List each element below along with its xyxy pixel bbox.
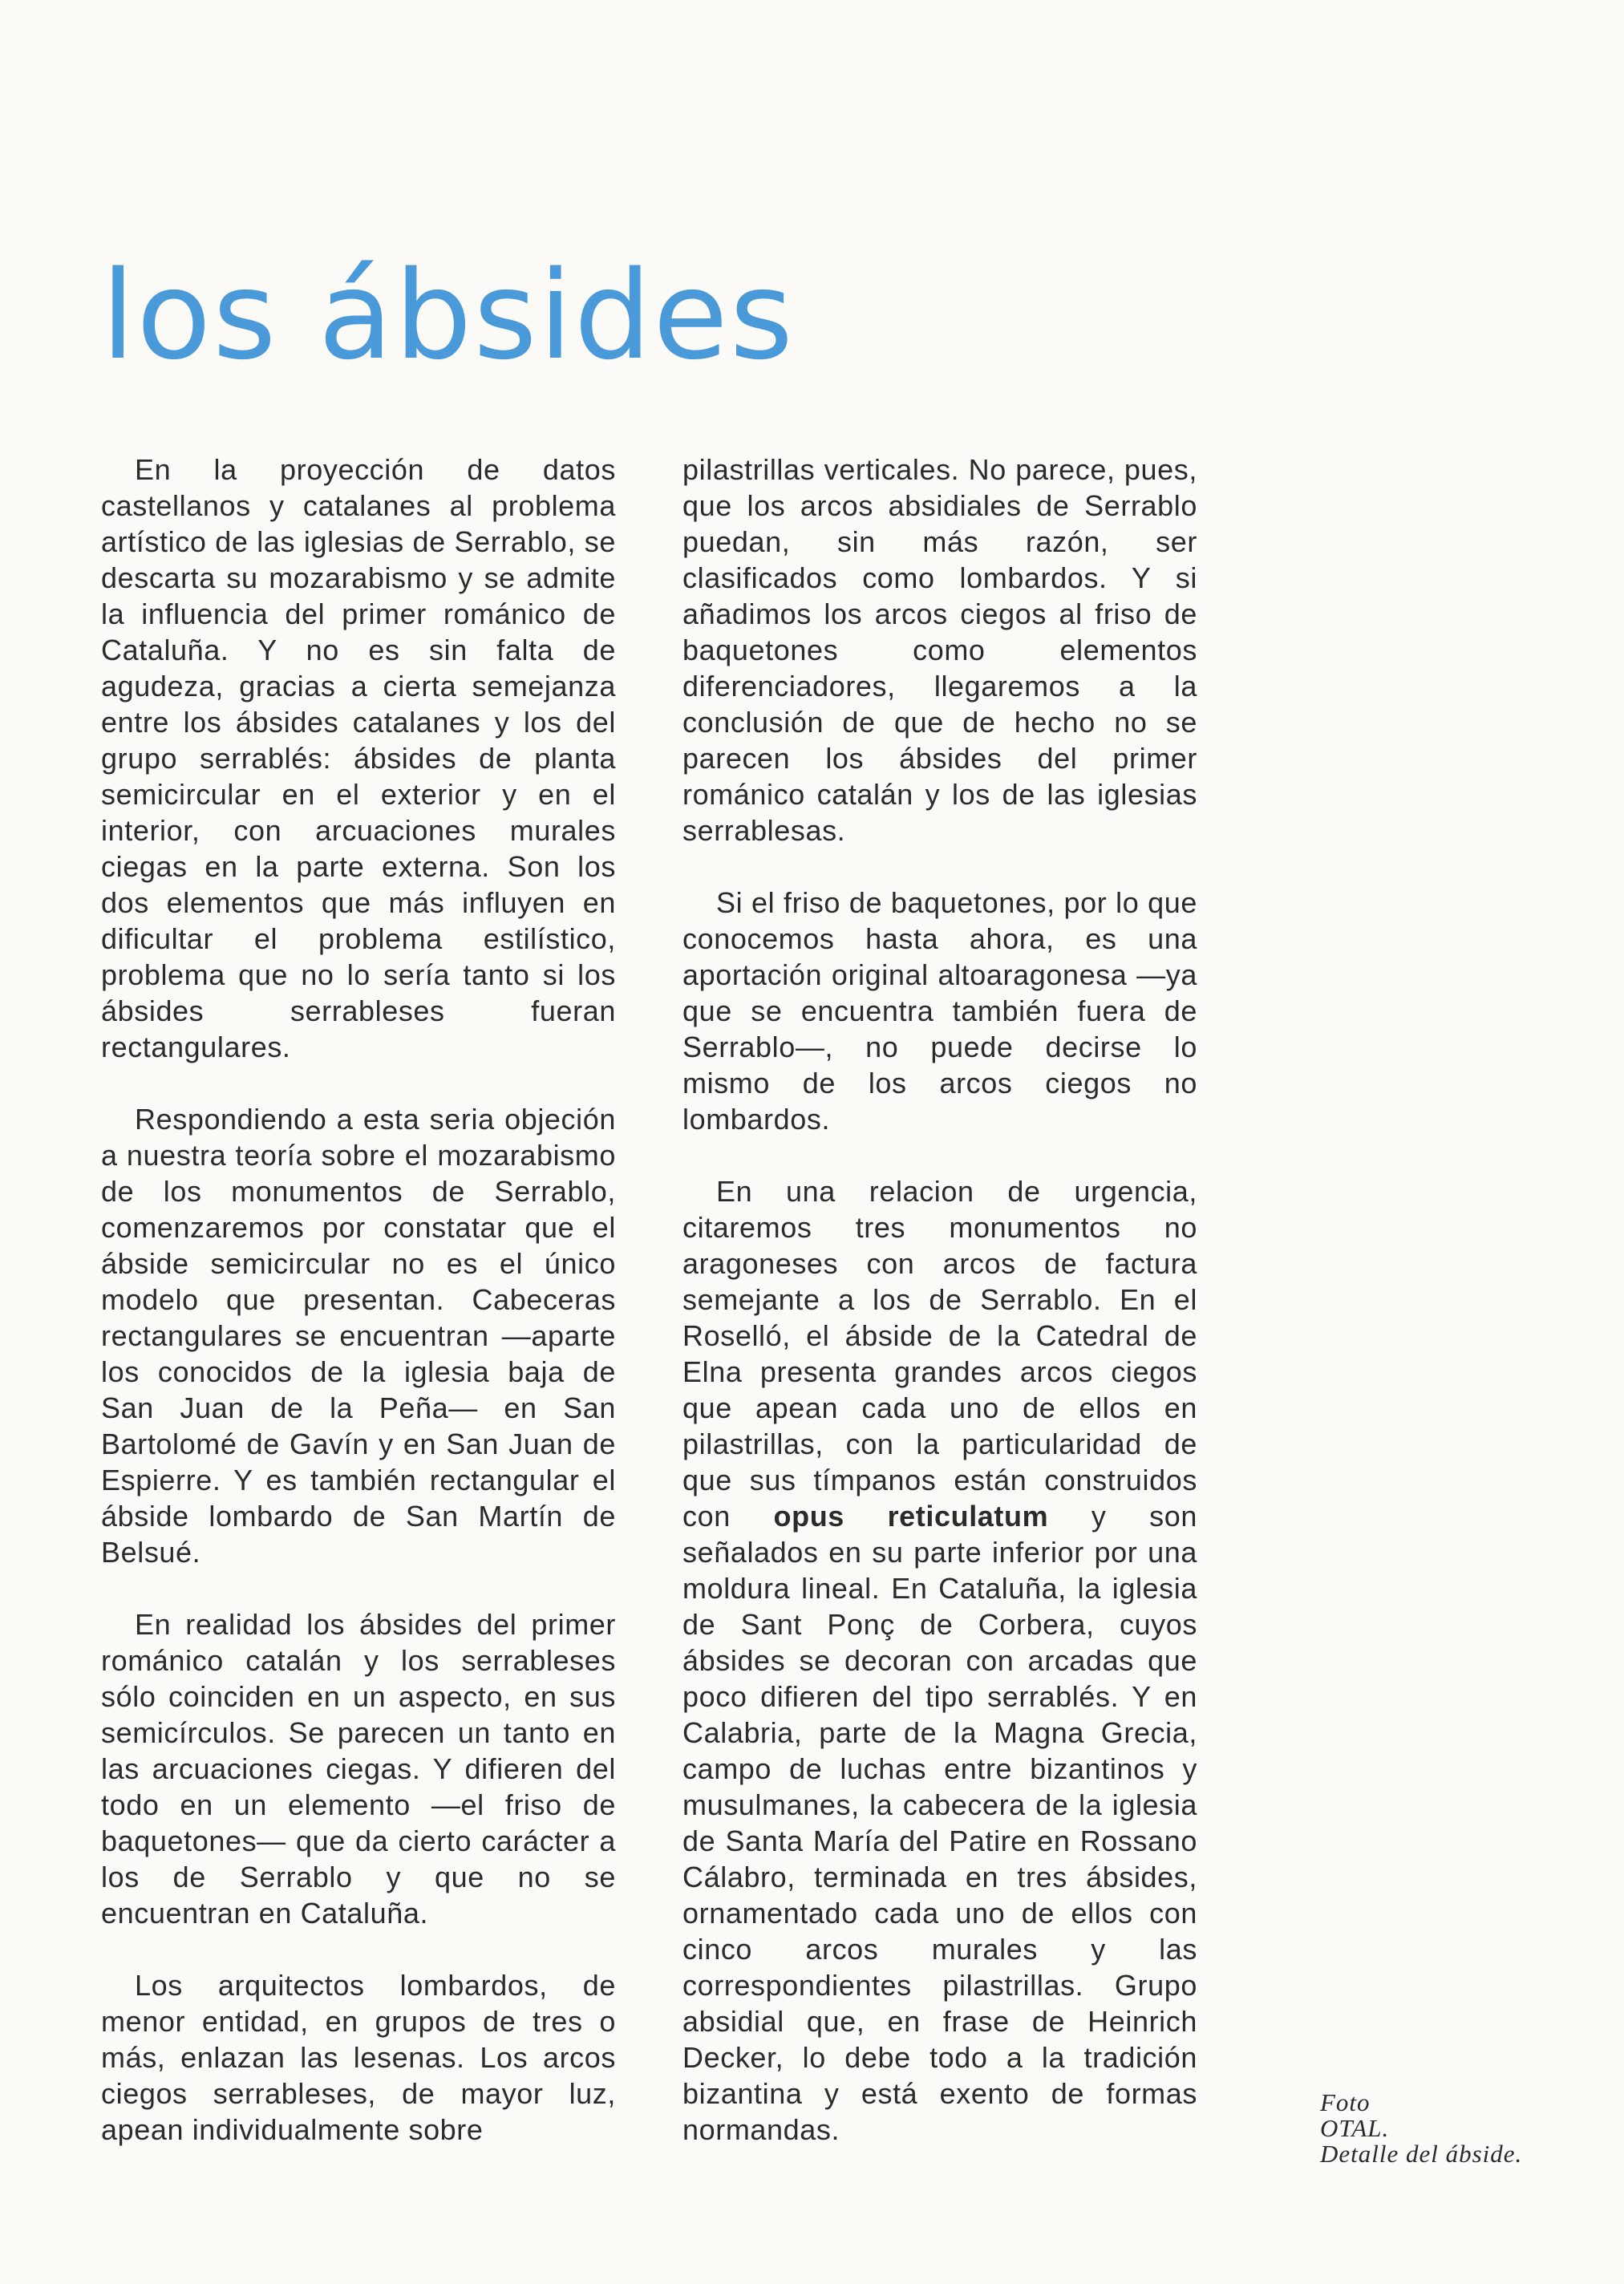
paragraph xyxy=(682,1173,1197,2148)
caption-line: OTAL. xyxy=(1320,2114,1390,2142)
paragraph: En la proyección de datos castellanos y catalanes al problema artístico de las iglesias de Serrablo, se descarta su mozarabismo y se admite la influencia del primer románico de Cataluña. Y no es sin falta de agudeza, gracias a cierta semejanza entre los ábsides catalanes y los del grupo serrablés: ábsides de planta semicircular en el exterior y en el interior, con arcuaciones murales ciegas en la parte externa. Son los dos elementos que más influyen en dificultar el problema estilístico, problema que no lo sería tanto si los ábsides serrableses fueran rectangulares. xyxy=(101,453,616,1063)
paragraph: Respondiendo a esta seria objeción a nuestra teoría sobre el mozarabismo de los monumentos de Serrablo, comenzaremos por constatar que el ábside semicircular no es el único modelo que presentan. Cabeceras rectangulares se encuentran —aparte los conocidos de la iglesia baja de San Juan de la Peña— en San Bartolomé de Gavín y en San Juan de Espierre. Y es también rectangular el ábside lombardo de San Martín de Belsué. xyxy=(101,1103,616,1569)
photo-caption xyxy=(1320,2090,1522,2167)
paragraph: pilastrillas verticales. No parece, pues, que los arcos absidiales de Serrablo puedan, sin más razón, ser clasificados como lombardos. Y si añadimos los arcos ciegos al friso de baquetones como elementos diferenciadores, llegaremos a la conclusión de que de hecho no se parecen los ábsides del primer románico catalán y los de las iglesias serrablesas. xyxy=(682,453,1197,847)
caption-line: Foto xyxy=(1320,2088,1371,2116)
right-column xyxy=(682,452,1197,2183)
page-title: los ábsides xyxy=(101,245,795,387)
paragraph: En realidad los ábsides del primer románico catalán y los serrableses sólo coinciden en un aspecto, en sus semicírculos. Se parecen un tanto en las arcuaciones ciegas. Y difieren del todo en un elemento —el friso de baquetones— que da cierto carácter a los de Serrablo y que no se encuentran en Cataluña. xyxy=(101,1608,616,1930)
caption-line: Detalle del ábside. xyxy=(1320,2140,1523,2168)
emphasized-term: opus reticulatum xyxy=(773,1500,1049,1533)
paragraph-text: y son señalados en su parte inferior por una moldura lineal. En Cataluña, la iglesia de Sant Ponç de Corbera, cuyos ábsides se decoran con arcadas que poco difieren del tipo serrablés. Y en Calabria, parte de la Magna Grecia, campo de luchas entre bizantinos y musulmanes, la cabecera de la iglesia de Santa María del Patire en Rossano Cálabro, terminada en tres ábsides, ornamentado cada uno de ellos con cinco arcos murales y las correspondientes pilastrillas. Grupo absidial que, en frase de Heinrich Decker, lo debe todo a la tradición bizantina y está exento de formas normandas. xyxy=(682,1500,1197,2146)
paragraph-text: En una relacion de urgencia, citaremos tres monumentos no aragoneses con arcos de factura semejante a los de Serrablo. En el Roselló, el ábside de la Catedral de Elna presenta grandes arcos ciegos que apean cada uno de ellos en pilastrillas, con la particularidad de que sus tímpanos están construidos con xyxy=(682,1175,1197,1533)
left-column xyxy=(101,452,616,2184)
paragraph: Si el friso de baquetones, por lo que conocemos hasta ahora, es una aportación original altoaragonesa —ya que se encuentra también fuera de Serrablo—, no puede decirse lo mismo de los arcos ciegos no lombardos. xyxy=(682,886,1197,1136)
paragraph: Los arquitectos lombardos, de menor entidad, en grupos de tres o más, enlazan las lesenas. Los arcos ciegos serrableses, de mayor luz, apean individualmente sobre xyxy=(101,1969,616,2146)
